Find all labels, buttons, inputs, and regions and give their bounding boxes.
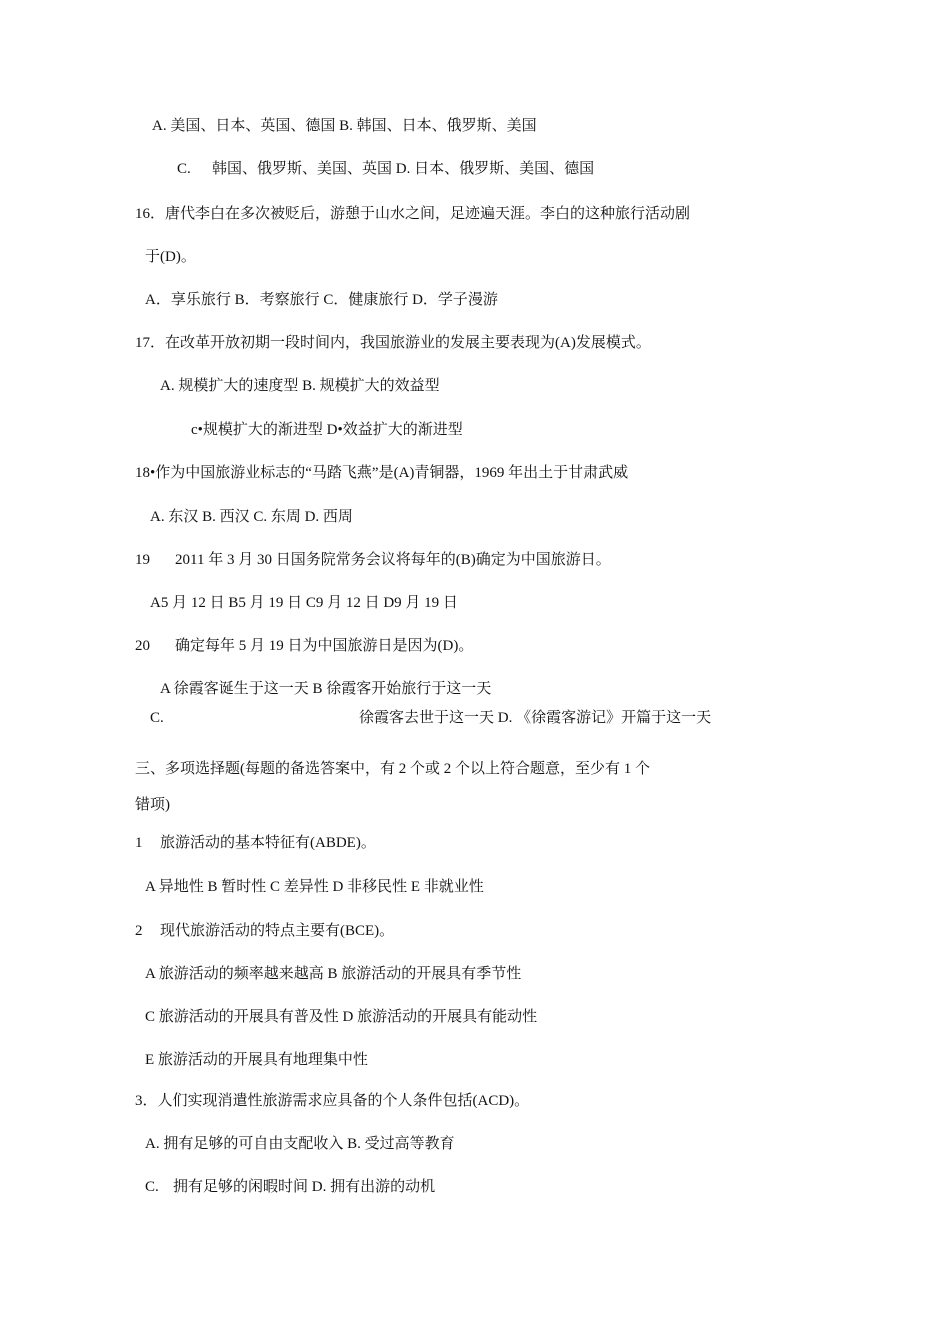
q20-options-cd: 徐霞客去世于这一天 D. 《徐霞客游记》开篇于这一天 — [359, 710, 712, 726]
mq2-option-e: E 旅游活动的开展具有地理集中性 — [145, 1052, 368, 1068]
q19-options: A5 月 12 日 B5 月 19 日 C9 月 12 日 D9 月 19 日 — [150, 595, 458, 611]
mq1-number: 1 — [135, 835, 143, 851]
mq1-options: A 异地性 B 暂时性 C 差异性 D 非移民性 E 非就业性 — [145, 879, 484, 895]
q17-stem: 17．在改革开放初期一段时间内，我国旅游业的发展主要表现为(A)发展模式。 — [135, 335, 651, 351]
q17-options-ab: A. 规模扩大的速度型 B. 规模扩大的效益型 — [160, 378, 440, 394]
q16-stem: 16．唐代李白在多次被贬后，游憩于山水之间，足迹遍天涯。李白的这种旅行活动剧 — [135, 206, 691, 222]
q20-options-ab: A 徐霞客诞生于这一天 B 徐霞客开始旅行于这一天 — [160, 681, 492, 697]
q15-options-cd: 韩国、俄罗斯、美国、英国 D. 日本、俄罗斯、美国、德国 — [212, 161, 595, 177]
q15-options-ab: A. 美国、日本、英国、德国 B. 韩国、日本、俄罗斯、美国 — [152, 118, 537, 134]
mq3-options-ab: A. 拥有足够的可自由支配收入 B. 受过高等教育 — [145, 1136, 455, 1152]
q15-option-c-label: C. — [177, 161, 191, 177]
section-heading: 三、多项选择题(每题的备选答案中，有 2 个或 2 个以上符合题意，至少有 1 个 — [135, 761, 650, 777]
q20-number: 20 — [135, 638, 150, 654]
q18-options: A. 东汉 B. 西汉 C. 东周 D. 西周 — [150, 509, 353, 525]
q16-options: A．享乐旅行 B．考察旅行 C．健康旅行 D．学子漫游 — [145, 292, 498, 308]
q19-stem: 2011 年 3 月 30 日国务院常务会议将每年的(B)确定为中国旅游日。 — [175, 552, 611, 568]
mq3-stem: 3．人们实现消遣性旅游需求应具备的个人条件包括(ACD)。 — [135, 1093, 530, 1109]
q20-stem: 确定每年 5 月 19 日为中国旅游日是因为(D)。 — [175, 638, 474, 654]
q20-option-c-label: C. — [150, 710, 164, 726]
mq2-options-cd: C 旅游活动的开展具有普及性 D 旅游活动的开展具有能动性 — [145, 1009, 538, 1025]
q19-number: 19 — [135, 552, 150, 568]
mq2-options-ab: A 旅游活动的频率越来越高 B 旅游活动的开展具有季节性 — [145, 966, 522, 982]
mq3-option-c-label: C. — [145, 1179, 159, 1195]
q17-options-cd: c•规模扩大的渐进型 D•效益扩大的渐进型 — [191, 422, 463, 438]
q16-stem-cont: 于(D)。 — [145, 249, 196, 265]
section-heading-cont: 错项) — [135, 797, 170, 813]
mq3-options-cd: 拥有足够的闲暇时间 D. 拥有出游的动机 — [173, 1179, 436, 1195]
q18-stem: 18•作为中国旅游业标志的“马踏飞燕”是(A)青铜器，1969 年出土于甘肃武威 — [135, 465, 629, 481]
mq2-number: 2 — [135, 923, 143, 939]
mq2-stem: 现代旅游活动的特点主要有(BCE)。 — [160, 923, 395, 939]
mq1-stem: 旅游活动的基本特征有(ABDE)。 — [160, 835, 376, 851]
